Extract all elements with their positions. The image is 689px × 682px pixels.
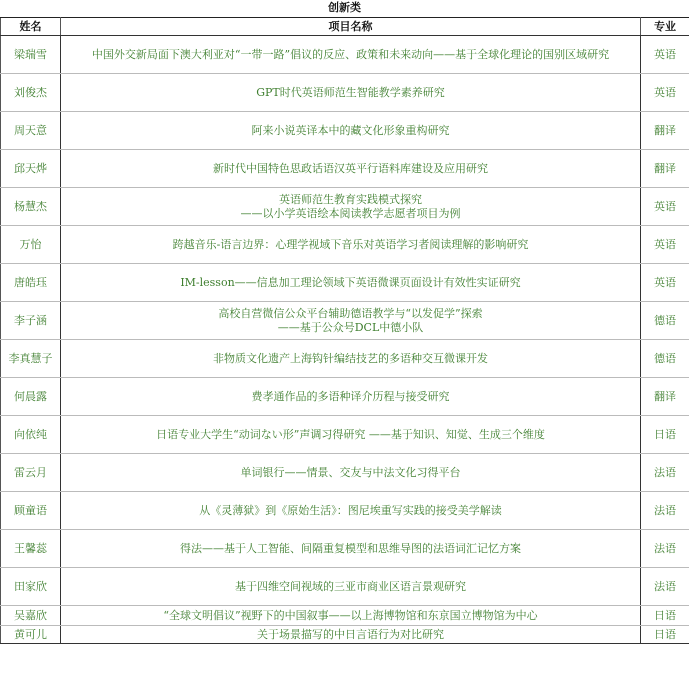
header-name: 姓名 xyxy=(1,18,61,36)
title-line: 非物质文化遗产上海钩针编结技艺的多语种交互微课开发 xyxy=(213,351,488,365)
table-row xyxy=(1,530,689,568)
table-row xyxy=(1,302,689,340)
cell-major: 日语 xyxy=(641,606,689,626)
title-line: 得法——基于人工智能、间隔重复模型和思维导图的法语词汇记忆方案 xyxy=(180,541,521,555)
title-line: 基于四维空间视域的三亚市商业区语言景观研究 xyxy=(235,579,466,593)
cell-title xyxy=(61,226,641,264)
cell-major: 日语 xyxy=(641,416,689,454)
title-line: 日语专业大学生“动词ない形”声调习得研究 ——基于知识、知觉、生成三个维度 xyxy=(156,427,545,441)
table-row xyxy=(1,36,689,74)
projects-table xyxy=(0,17,689,644)
cell-major: 法语 xyxy=(641,454,689,492)
table-row xyxy=(1,606,689,626)
cell-title xyxy=(61,530,641,568)
cell-title xyxy=(61,74,641,112)
cell-name: 田家欣 xyxy=(1,568,61,606)
title-line: GPT时代英语师范生智能教学素养研究 xyxy=(256,85,445,99)
cell-name: 周天意 xyxy=(1,112,61,150)
table-row xyxy=(1,416,689,454)
cell-name: 杨慧杰 xyxy=(1,188,61,226)
table-row xyxy=(1,150,689,188)
cell-major: 英语 xyxy=(641,36,689,74)
table-row xyxy=(1,264,689,302)
cell-major: 法语 xyxy=(641,530,689,568)
header-major: 专业 xyxy=(641,18,689,36)
cell-major: 翻译 xyxy=(641,378,689,416)
title-line: 关于场景描写的中日言语行为对比研究 xyxy=(257,627,444,641)
header-title: 项目名称 xyxy=(61,18,641,36)
cell-major: 翻译 xyxy=(641,150,689,188)
cell-title xyxy=(61,492,641,530)
cell-title xyxy=(61,568,641,606)
cell-title xyxy=(61,416,641,454)
table-row xyxy=(1,340,689,378)
cell-major: 英语 xyxy=(641,188,689,226)
cell-title xyxy=(61,626,641,644)
cell-name: 李真慧子 xyxy=(1,340,61,378)
title-line: 单词银行——情景、交友与中法文化习得平台 xyxy=(240,465,461,479)
cell-major: 英语 xyxy=(641,264,689,302)
table-row xyxy=(1,568,689,606)
table-row xyxy=(1,378,689,416)
cell-name: 唐皓珏 xyxy=(1,264,61,302)
cell-name: 顾童语 xyxy=(1,492,61,530)
title-subline: ——以小学英语绘本阅读教学志愿者项目为例 xyxy=(240,206,461,220)
table-body xyxy=(1,36,689,644)
header-row xyxy=(1,18,689,36)
title-line: “全球文明倡议”视野下的中国叙事——以上海博物馆和东京国立博物馆为中心 xyxy=(163,608,538,622)
table-caption: 创新类 xyxy=(328,1,361,14)
title-line: 英语师范生教育实践模式探究 xyxy=(279,192,422,206)
cell-major: 日语 xyxy=(641,626,689,644)
cell-name: 黄可儿 xyxy=(1,626,61,644)
table-row xyxy=(1,112,689,150)
cell-title xyxy=(61,606,641,626)
table-row xyxy=(1,626,689,644)
cell-title xyxy=(61,112,641,150)
cell-title xyxy=(61,36,641,74)
cell-major: 英语 xyxy=(641,226,689,264)
cell-title xyxy=(61,302,641,340)
cell-major: 翻译 xyxy=(641,112,689,150)
cell-name: 万怡 xyxy=(1,226,61,264)
cell-major: 德语 xyxy=(641,340,689,378)
cell-name: 何晨露 xyxy=(1,378,61,416)
title-line: 跨越音乐-语言边界：心理学视域下音乐对英语学习者阅读理解的影响研究 xyxy=(172,237,529,251)
cell-major: 法语 xyxy=(641,492,689,530)
cell-title xyxy=(61,340,641,378)
cell-name: 李子涵 xyxy=(1,302,61,340)
table-row xyxy=(1,226,689,264)
cell-title xyxy=(61,150,641,188)
cell-name: 向依纯 xyxy=(1,416,61,454)
cell-title xyxy=(61,454,641,492)
title-line: IM-lesson——信息加工理论领域下英语微课页面设计有效性实证研究 xyxy=(180,275,521,289)
cell-major: 法语 xyxy=(641,568,689,606)
title-line: 中国外交新局面下澳大利亚对“一带一路”倡议的反应、政策和未来动向——基于全球化理论的国别区域研究 xyxy=(91,47,610,61)
title-line: 阿来小说英译本中的藏文化形象重构研究 xyxy=(251,123,450,137)
cell-name: 刘俊杰 xyxy=(1,74,61,112)
title-line: 高校自营微信公众平台辅助德语教学与“以发促学”探索 xyxy=(218,306,483,320)
table-row xyxy=(1,454,689,492)
cell-name: 梁瑞雪 xyxy=(1,36,61,74)
title-line: 新时代中国特色思政话语汉英平行语料库建设及应用研究 xyxy=(213,161,488,175)
table-row xyxy=(1,188,689,226)
cell-title xyxy=(61,188,641,226)
cell-name: 王馨蕊 xyxy=(1,530,61,568)
title-line: 从《灵薄狱》到《原始生活》：图尼埃重写实践的接受美学解读 xyxy=(199,503,502,517)
table-row xyxy=(1,492,689,530)
cell-title xyxy=(61,378,641,416)
cell-major: 英语 xyxy=(641,74,689,112)
cell-name: 雷云月 xyxy=(1,454,61,492)
title-subline: ——基于公众号DCL中德小队 xyxy=(277,320,424,334)
cell-major: 德语 xyxy=(641,302,689,340)
table-row xyxy=(1,74,689,112)
cell-name: 邱天烨 xyxy=(1,150,61,188)
cell-name: 吴嘉欣 xyxy=(1,606,61,626)
title-line: 费孝通作品的多语种译介历程与接受研究 xyxy=(251,389,450,403)
cell-title xyxy=(61,264,641,302)
